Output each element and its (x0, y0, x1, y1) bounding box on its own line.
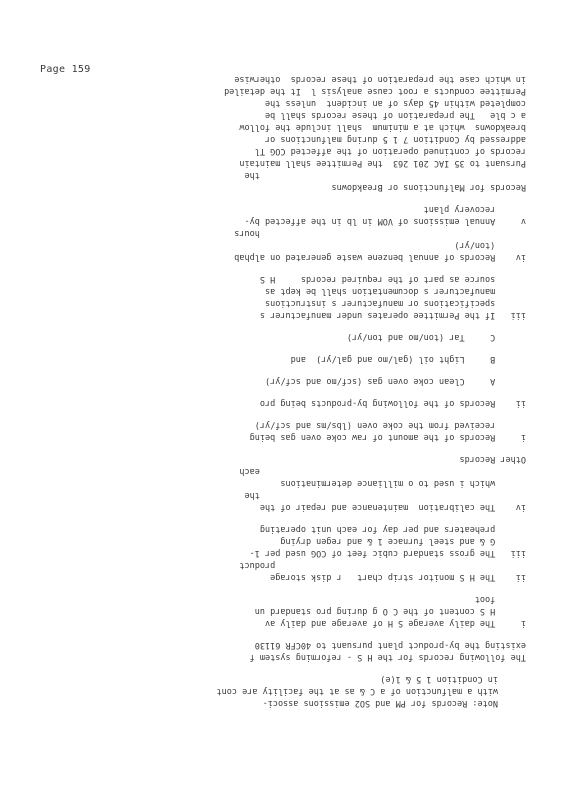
body-line: existing the by-product plant pursuant to 40CFR 61130 (254, 640, 526, 650)
section-heading: Records for Malfunctions or Breakdowns (331, 182, 526, 192)
body-line: product (239, 560, 526, 570)
body-line: iii If the Permittee operates under manufacturer s (259, 310, 526, 320)
body-line: i The daily average S H of average and daily av (265, 618, 526, 628)
body-line: iv Records of annual benzene waste generated on alphab (234, 252, 526, 262)
body-line: v Annual emissions of VOM in lb in the affected by- (244, 216, 526, 226)
body-line: addressed by Condition 7 1 5 during malfunctions or (265, 134, 526, 144)
body-line: each (239, 466, 526, 476)
body-line: breakdowns which at a minimum shall include the follow (239, 122, 526, 132)
body-line: B Light oil (gal/mo and gal/yr) and (290, 354, 526, 364)
body-line: received from the coke oven (lbs/ms and scf/yr) (254, 420, 526, 430)
body-line: The following records for the H S - reforming system f (249, 652, 526, 662)
body-line: manufacturer s documentation shall be kept as (265, 286, 526, 296)
body-line: source as part of the required records H S (259, 274, 526, 284)
body-line: Pursuant to 35 IAC 201 263 the Permittee shall maintain (239, 158, 526, 168)
body-line: records of continued operation of the affected COG Tl (254, 146, 526, 156)
body-line: the (244, 170, 526, 180)
body-line: H S content of the C O g during pro standard un (254, 606, 526, 616)
section-heading: Other Records (459, 454, 526, 464)
body-line: hours (234, 228, 526, 238)
body-line: Note: Records for PM and SO2 emissions associ- (262, 698, 498, 708)
page-label: Page 159 (40, 64, 91, 75)
body-line: foot (474, 594, 526, 604)
body-line: completed within 45 days of an incident unless the (265, 98, 526, 108)
body-line: which i used to o milliance determinations (280, 478, 526, 488)
body-line: C Tar (ton/mo and ton/yr) (346, 332, 526, 342)
body-line: specifications or manufacturer s instructions (265, 298, 526, 308)
body-line: iv The calibration maintenance and repair of the (259, 502, 526, 512)
body-line: the (244, 490, 526, 500)
body-line: iii The gross standard cubic feet of COG used per 1- (249, 548, 526, 558)
body-line: (ton/yr) (454, 240, 526, 250)
upside-down-document-body (152, 74, 526, 708)
body-line: recovery plant (423, 204, 526, 214)
body-line: a c ble The preparation of these records shall be (265, 110, 526, 120)
body-line: G & and steel furnace 1 & and regen drying (280, 536, 526, 546)
body-line: ii Records of the following by-products being pro (259, 398, 526, 408)
body-line: in which case the preparation of these records otherwise (234, 74, 526, 84)
body-line: Permittee conducts a root cause analysis l It the detailed (224, 86, 526, 96)
body-line: with a malfunction of a C & as at the facility are cont (216, 686, 498, 696)
body-line: i Records of the amount of raw coke oven gas being (249, 432, 526, 442)
body-line: preheaters and per day for each unit operating (259, 524, 526, 534)
body-line: A Clean coke oven gas (scf/mo and scf/yr) (265, 376, 526, 386)
body-line: in Condition 1 5 & 1(e) (380, 674, 498, 684)
body-line: ii The H S monitor strip chart r disk storage (270, 572, 526, 582)
